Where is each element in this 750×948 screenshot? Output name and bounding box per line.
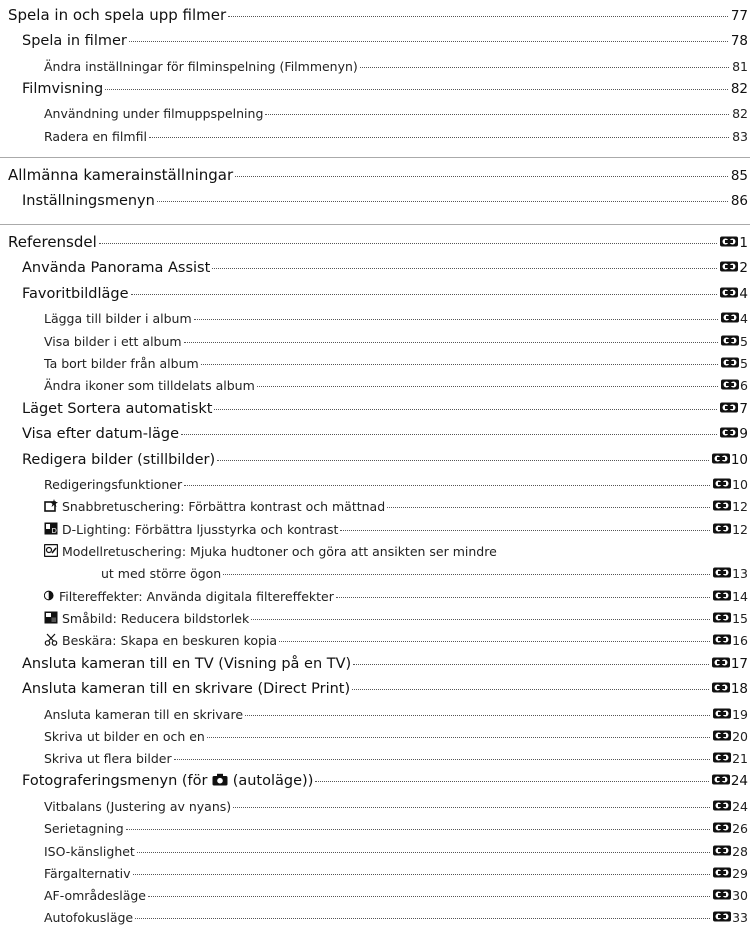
reference-section-icon xyxy=(713,910,732,925)
page-number: 6 xyxy=(721,378,748,393)
reference-section-icon xyxy=(713,522,732,537)
toc-entry[interactable] xyxy=(44,477,748,492)
toc-entry-title: Färgalternativ xyxy=(44,865,131,881)
page-number: 12 xyxy=(713,522,748,537)
dot-leader xyxy=(181,434,717,435)
reference-section-icon xyxy=(720,260,739,276)
toc-entry-title: Ändra ikoner som tilldelats album xyxy=(44,378,255,394)
page-number: 82 xyxy=(730,80,748,97)
page-number: 9 xyxy=(720,426,748,442)
toc-entry[interactable] xyxy=(44,751,748,766)
reference-section-icon xyxy=(713,888,732,903)
page-number: 7 xyxy=(720,401,748,417)
dot-leader xyxy=(149,137,729,138)
dot-leader xyxy=(336,597,710,598)
dot-leader xyxy=(105,89,728,90)
page-number: 2 xyxy=(720,260,748,276)
toc-entry[interactable] xyxy=(22,452,748,468)
page-number: 1 xyxy=(720,235,748,251)
toc-entry-title: Allmänna kamerainställningar xyxy=(8,165,234,184)
dot-leader xyxy=(353,664,709,665)
dot-leader xyxy=(360,67,729,68)
reference-section-icon xyxy=(721,311,740,326)
dot-leader xyxy=(207,737,710,738)
toc-entry-title: Filmvisning xyxy=(22,80,104,97)
reference-section-icon xyxy=(720,426,739,442)
dot-leader xyxy=(223,574,710,575)
small-picture-icon xyxy=(44,611,62,626)
toc-entry-title: ut med större ögon xyxy=(101,566,222,582)
dot-leader xyxy=(184,485,710,486)
dot-leader xyxy=(133,874,711,875)
dot-leader xyxy=(148,896,710,897)
page-number: 17 xyxy=(712,656,748,672)
page-number: 19 xyxy=(713,707,748,722)
toc-entry[interactable] xyxy=(44,499,748,514)
reference-section-icon xyxy=(713,821,732,836)
toc-entry[interactable] xyxy=(44,729,748,744)
reference-section-icon xyxy=(713,611,732,626)
toc-entry[interactable] xyxy=(44,544,748,559)
toc-entry-title: Skriva ut bilder en och en xyxy=(44,728,205,744)
toc-entry[interactable] xyxy=(22,401,748,417)
page-number: 30 xyxy=(713,888,748,903)
toc-entry[interactable] xyxy=(22,81,748,97)
reference-section-icon xyxy=(721,356,740,371)
toc-entry-title: Spela in filmer xyxy=(22,33,127,49)
page-number: 18 xyxy=(712,681,748,697)
toc-entry-title: Småbild: Reducera bildstorlek xyxy=(44,611,249,626)
toc-entry[interactable] xyxy=(44,378,748,393)
reference-section-icon xyxy=(713,477,732,492)
page-number: 13 xyxy=(713,566,748,581)
toc-entry[interactable] xyxy=(44,910,748,925)
reference-section-icon xyxy=(713,751,732,766)
page-number: 5 xyxy=(721,334,748,349)
toc-entry[interactable] xyxy=(44,888,748,903)
reference-section-icon xyxy=(721,378,740,393)
toc-entry[interactable] xyxy=(44,821,748,836)
reference-section-icon xyxy=(720,401,739,417)
section-divider xyxy=(0,224,750,225)
toc-entry[interactable] xyxy=(44,59,748,74)
toc-entry-title: Modellretuschering: Mjuka hudtoner och göra att ansikten ser mindre xyxy=(44,544,497,559)
page-number: 81 xyxy=(732,58,748,74)
dot-leader xyxy=(235,176,728,177)
dot-leader xyxy=(257,386,718,387)
page-number: 78 xyxy=(730,33,748,49)
dot-leader xyxy=(315,781,708,782)
reference-section-icon xyxy=(713,866,732,881)
toc-entry[interactable] xyxy=(22,773,748,789)
toc-entry[interactable] xyxy=(8,6,748,24)
toc-entry[interactable] xyxy=(22,260,748,276)
toc-entry[interactable] xyxy=(8,166,748,184)
toc-entry-title: Radera en filmfil xyxy=(44,128,147,144)
dot-leader xyxy=(99,243,718,244)
page-number: 12 xyxy=(713,499,748,514)
toc-entry-title: Serietagning xyxy=(44,821,124,837)
crop-icon xyxy=(44,633,62,648)
page-number: 86 xyxy=(730,192,748,209)
page-number: 77 xyxy=(730,8,748,24)
glamour-retouch-icon xyxy=(44,544,62,559)
dot-leader xyxy=(265,114,729,115)
toc-entry-title: Redigera bilder (stillbilder) xyxy=(22,451,216,468)
toc-entry-title: Ändra inställningar för filminspelning (Filmmenyn) xyxy=(44,58,358,74)
toc-entry[interactable] xyxy=(44,106,748,121)
page-number: 83 xyxy=(732,128,748,144)
toc-entry-title: Lägga till bilder i album xyxy=(44,311,192,327)
dot-leader xyxy=(352,689,709,690)
toc-entry-title: Spela in och spela upp filmer xyxy=(8,6,227,24)
toc-entry-title: Använda Panorama Assist xyxy=(22,260,211,277)
toc-entry-title: Läget Sortera automatiskt xyxy=(22,400,213,417)
dot-leader xyxy=(387,507,710,508)
toc-entry-title: Autofokusläge xyxy=(44,910,134,926)
toc-entry-title: Snabbretuschering: Förbättra kontrast och mättnad xyxy=(44,499,385,514)
toc-entry[interactable] xyxy=(22,286,748,302)
dot-leader xyxy=(194,319,718,320)
camera-icon xyxy=(212,773,228,789)
d-lighting-icon xyxy=(44,522,62,537)
dot-leader xyxy=(184,342,718,343)
reference-section-icon xyxy=(712,773,731,789)
toc-entry-title: AF-områdesläge xyxy=(44,888,147,904)
toc-entry-title: Inställningsmenyn xyxy=(22,192,155,209)
reference-section-icon xyxy=(713,589,732,604)
dot-leader xyxy=(174,759,710,760)
reference-section-icon xyxy=(712,681,731,697)
dot-leader xyxy=(251,619,710,620)
reference-section-icon xyxy=(712,452,731,468)
toc-entry-title: Redigeringsfunktioner xyxy=(44,477,183,493)
reference-section-icon xyxy=(712,656,731,672)
dot-leader xyxy=(137,852,710,853)
toc-entry[interactable] xyxy=(22,656,748,672)
dot-leader xyxy=(201,364,718,365)
page-number: 21 xyxy=(713,751,748,766)
quick-retouch-icon xyxy=(44,499,62,514)
toc-entry[interactable] xyxy=(22,681,748,697)
dot-leader xyxy=(126,829,710,830)
page-number: 10 xyxy=(712,452,748,468)
toc-entry[interactable] xyxy=(44,799,748,814)
dot-leader xyxy=(135,918,710,919)
reference-section-icon xyxy=(713,566,732,581)
page-number: 4 xyxy=(720,286,748,302)
toc-entry-title: Filtereffekter: Använda digitala filtereffekter xyxy=(44,589,334,604)
page-number: 15 xyxy=(713,611,748,626)
page-number: 82 xyxy=(732,106,748,122)
toc-entry-title: Vitbalans (Justering av nyans) xyxy=(44,798,232,814)
dot-leader xyxy=(131,294,718,295)
reference-section-icon xyxy=(713,633,732,648)
dot-leader xyxy=(245,715,710,716)
toc-entry[interactable] xyxy=(22,33,748,49)
toc-entry-title: Fotograferingsmenyn (för (autoläge)) xyxy=(22,773,314,790)
dot-leader xyxy=(129,41,728,42)
section-divider xyxy=(0,157,750,158)
toc-entry[interactable] xyxy=(101,566,748,581)
filter-effects-icon xyxy=(44,589,59,604)
toc-entry[interactable] xyxy=(44,311,748,326)
page-number: 20 xyxy=(713,729,748,744)
toc-entry-title: Favoritbildläge xyxy=(22,285,129,302)
page-number: 14 xyxy=(713,589,748,604)
toc-entry[interactable] xyxy=(44,844,748,859)
toc-entry[interactable] xyxy=(44,707,748,722)
page-number: 29 xyxy=(713,866,748,881)
dot-leader xyxy=(233,807,710,808)
toc-entry-title: Ansluta kameran till en skrivare (Direct Print) xyxy=(22,681,351,697)
reference-section-icon xyxy=(720,286,739,302)
toc-entry-title: ISO-känslighet xyxy=(44,843,135,859)
page-number: 4 xyxy=(721,311,748,326)
reference-section-icon xyxy=(713,844,732,859)
toc-entry-title: Ta bort bilder från album xyxy=(44,356,199,371)
toc-entry[interactable] xyxy=(8,233,748,251)
toc-entry-title: Referensdel xyxy=(8,233,97,252)
dot-leader xyxy=(279,641,710,642)
toc-entry-title: Visa bilder i ett album xyxy=(44,333,182,349)
svg-text:D: D xyxy=(51,526,57,535)
dot-leader xyxy=(212,268,717,269)
reference-section-icon xyxy=(713,499,732,514)
toc-entry[interactable] xyxy=(44,334,748,349)
page-number: 24 xyxy=(713,799,748,814)
toc-entry-title: Användning under filmuppspelning xyxy=(44,106,264,122)
toc-entry[interactable] xyxy=(44,522,748,537)
toc-entry[interactable] xyxy=(44,611,748,626)
toc-entry-title: Skriva ut flera bilder xyxy=(44,751,172,767)
page-number: 16 xyxy=(713,633,748,648)
page-number: 5 xyxy=(721,356,748,371)
toc-entry[interactable] xyxy=(22,193,748,209)
toc-entry[interactable] xyxy=(44,356,748,371)
page-number: 10 xyxy=(713,477,748,492)
toc-entry[interactable] xyxy=(44,633,748,648)
toc-entry-title: Visa efter datum-läge xyxy=(22,426,179,443)
page-number: 28 xyxy=(713,844,748,859)
dot-leader xyxy=(214,409,717,410)
toc-entry[interactable] xyxy=(44,129,748,144)
dot-leader xyxy=(157,201,728,202)
page-number: 26 xyxy=(713,821,748,836)
dot-leader xyxy=(228,16,728,17)
toc-entry[interactable] xyxy=(22,426,748,442)
page-number: 33 xyxy=(713,910,748,925)
toc-entry[interactable] xyxy=(44,866,748,881)
page-number: 85 xyxy=(730,167,748,184)
dot-leader xyxy=(217,460,709,461)
reference-section-icon xyxy=(721,334,740,349)
toc-entry-title: Ansluta kameran till en skrivare xyxy=(44,706,244,722)
toc-entry[interactable] xyxy=(44,589,748,604)
page-number: 24 xyxy=(712,773,748,789)
dot-leader xyxy=(340,530,710,531)
toc-entry-title: Beskära: Skapa en beskuren kopia xyxy=(44,633,277,648)
reference-section-icon xyxy=(720,235,739,251)
reference-section-icon xyxy=(713,707,732,722)
toc-entry-title: D D-Lighting: Förbättra ljusstyrka och kontrast xyxy=(44,522,338,537)
toc-entry-title: Ansluta kameran till en TV (Visning på en TV) xyxy=(22,655,352,672)
reference-section-icon xyxy=(713,799,732,814)
reference-section-icon xyxy=(713,729,732,744)
